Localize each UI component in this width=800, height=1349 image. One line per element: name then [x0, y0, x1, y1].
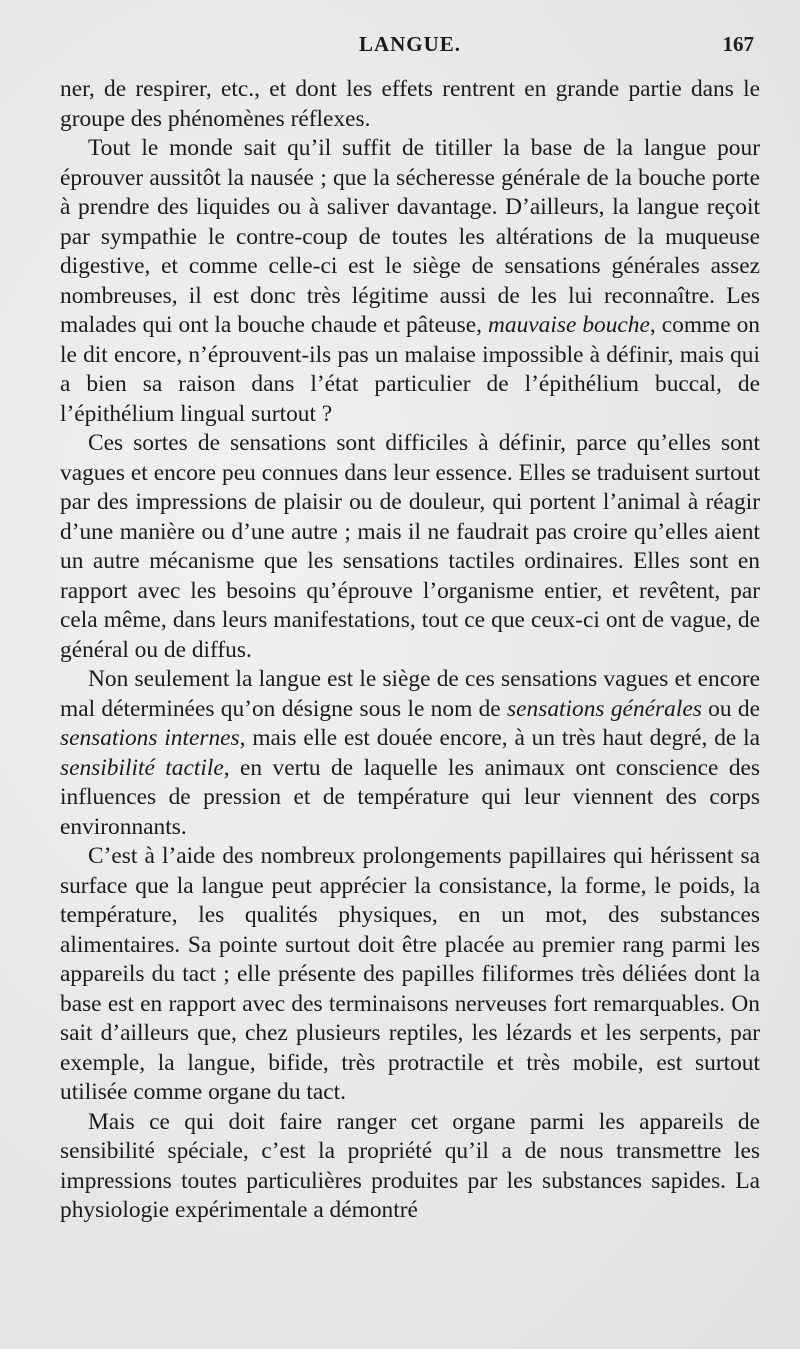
text-segment: ner, de respirer, etc., et dont les effets rentrent en grande partie dans le groupe des phénomènes réflexes. — [60, 76, 760, 132]
text-segment: Ces sortes de sensations sont difficiles à définir, parce qu’elles sont vagues et encore peu connues dans leur essence. Elles se traduisent surtout par des impressions de plaisir ou de douleur, qui portent l’animal à réagir d’une manière ou d’une autre ; mais il ne faudrait pas croire qu’elles aient un autre mécanisme que les sensations tactiles ordinaires. Elles sont en rapport avec les besoins qu’éprouve l’organisme entier, et revêtent, par cela même, dans leurs manifestations, tout ce que ceux-ci ont de vague, de général ou de diffus. — [60, 430, 760, 663]
italic-term: sensations internes — [60, 725, 240, 751]
italic-term: mauvaise bouche — [487, 312, 650, 338]
text-segment: Non seulement la langue est le siège de ces sensations vagues et encore mal déterminées qu’on désigne sous le nom de — [60, 666, 760, 722]
paragraph-tactile — [60, 665, 760, 842]
text-segment: Mais ce qui doit faire ranger cet organe parmi les appareils de sensibilité spéciale, c’est la propriété qu’il a de nous transmettre les impressions toutes particulières produites par les substances sapides. La physiologie expérimentale a démontré — [60, 1108, 760, 1223]
paragraph-continuation — [60, 75, 760, 134]
italic-term: sensibilité tactile — [60, 754, 224, 781]
page-number: 167 — [722, 32, 754, 56]
paragraph-sensations — [60, 429, 760, 665]
text-segment: , mais elle est douée encore, à un très haut degré, de la — [239, 725, 760, 751]
text-segment: , en vertu de laquelle les animaux ont conscience des influences de pression et de température qui leur viennent des corps environnants. — [60, 754, 760, 840]
running-title: LANGUE. — [358, 32, 462, 56]
paragraph-special-sensibility — [60, 1108, 760, 1226]
text-segment: ou de — [701, 695, 760, 722]
paragraph-nausea — [60, 134, 760, 429]
paragraph-papillae — [60, 842, 760, 1108]
text-segment: , comme on le dit encore, n’éprouvent-ils pas un malaise impossible à définir, mais qui a bien sa raison dans l’état particulier de l’épithélium buccal, de l’épithélium lingual surtout ? — [60, 312, 760, 427]
running-head — [60, 30, 760, 60]
body-text — [60, 75, 760, 1226]
text-segment: Tout le monde sait qu’il suffit de titiller la base de la langue pour éprouver aussitôt la nausée ; que la sécheresse générale de la bouche porte à prendre des liquides ou à saliver davantage. D’ailleurs, la langue reçoit par sympathie le contre-coup de toutes les altérations de la muqueuse digestive, et comme celle-ci est le siège de sensations générales assez nombreuses, il est donc très légitime aussi de les lui reconnaître. Les malades qui ont la bouche chaude et pâteuse, — [60, 135, 760, 338]
text-segment: C’est à l’aide des nombreux prolongements papillaires qui hérissent sa surface que la langue peut apprécier la consistance, la forme, le poids, la température, les qualités physiques, en un mot, des substances alimentaires. Sa pointe surtout doit être placée au premier rang parmi les appareils du tact ; elle présente des papilles filiformes très déliées dont la base est en rapport avec des terminaisons nerveuses fort remarquables. On sait d’ailleurs que, chez plusieurs reptiles, les lézards et les serpents, par exemple, la langue, bifide, très protractile et très mobile, est surtout utilisée comme organe du tact. — [60, 843, 760, 1105]
italic-term: sensations générales — [507, 695, 702, 722]
